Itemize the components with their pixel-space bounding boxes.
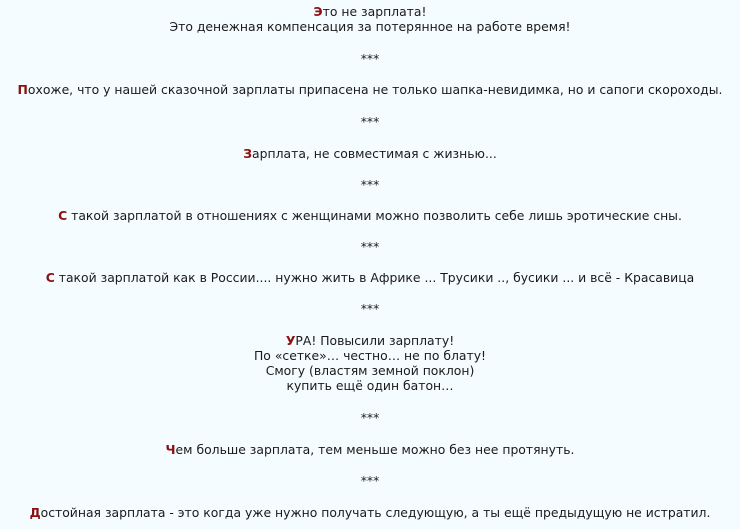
separator: *** [360, 473, 380, 488]
separator: *** [360, 301, 380, 316]
joke-text: охоже, что у нашей сказочной зарплаты припасена не только шапка-невидимка, но и сапоги скороходы. [27, 82, 723, 97]
joke-3 [0, 146, 740, 161]
separator: *** [360, 114, 380, 129]
joke-text: остойная зарплата - это когда уже нужно получать следующую, а ты ещё предыдущую не истратил. [40, 505, 711, 520]
joke-text: ем больше зарплата, тем меньше можно без нее протянуть. [175, 442, 575, 457]
separator: *** [360, 177, 380, 192]
joke-5 [0, 270, 740, 285]
separator: *** [360, 51, 380, 66]
separator: *** [360, 410, 380, 425]
separator: *** [360, 239, 380, 254]
joke-text: арплата, не совместимая с жизнью... [252, 146, 497, 161]
joke-line [0, 82, 740, 97]
joke-text: такой зарплатой в отношениях с женщинами можно позволить себе лишь эротические сны. [67, 208, 682, 223]
joke-initial: С [45, 270, 55, 285]
joke-initial: З [243, 146, 253, 161]
joke-text: то не зарплата! [322, 4, 427, 19]
joke-line [0, 442, 740, 457]
joke-text: такой зарплатой как в России.... нужно жить в Африке ... Трусики .., бусики ... и всё - Красавица [54, 270, 695, 285]
joke-initial: У [285, 333, 296, 348]
joke-line [0, 505, 740, 520]
joke-line [0, 146, 740, 161]
joke-line: купить ещё один батон… [286, 378, 454, 393]
joke-text: РА! Повысили зарплату! [295, 333, 455, 348]
joke-line [0, 333, 740, 348]
joke-line: По «сетке»… честно… не по блату! [253, 348, 487, 363]
joke-initial: Ч [165, 442, 176, 457]
joke-initial: Э [313, 4, 323, 19]
joke-initial: П [17, 82, 28, 97]
joke-line: Смогу (властям земной поклон) [265, 363, 475, 378]
joke-4 [0, 208, 740, 223]
joke-initial: Д [29, 505, 41, 520]
joke-line [0, 270, 740, 285]
joke-6 [0, 333, 740, 393]
joke-8 [0, 505, 740, 520]
joke-line [0, 4, 740, 19]
joke-2 [0, 82, 740, 97]
joke-initial: С [58, 208, 68, 223]
joke-line: Это денежная компенсация за потерянное на работе время! [169, 19, 571, 34]
joke-line [0, 208, 740, 223]
joke-7 [0, 442, 740, 457]
joke-1 [0, 4, 740, 34]
